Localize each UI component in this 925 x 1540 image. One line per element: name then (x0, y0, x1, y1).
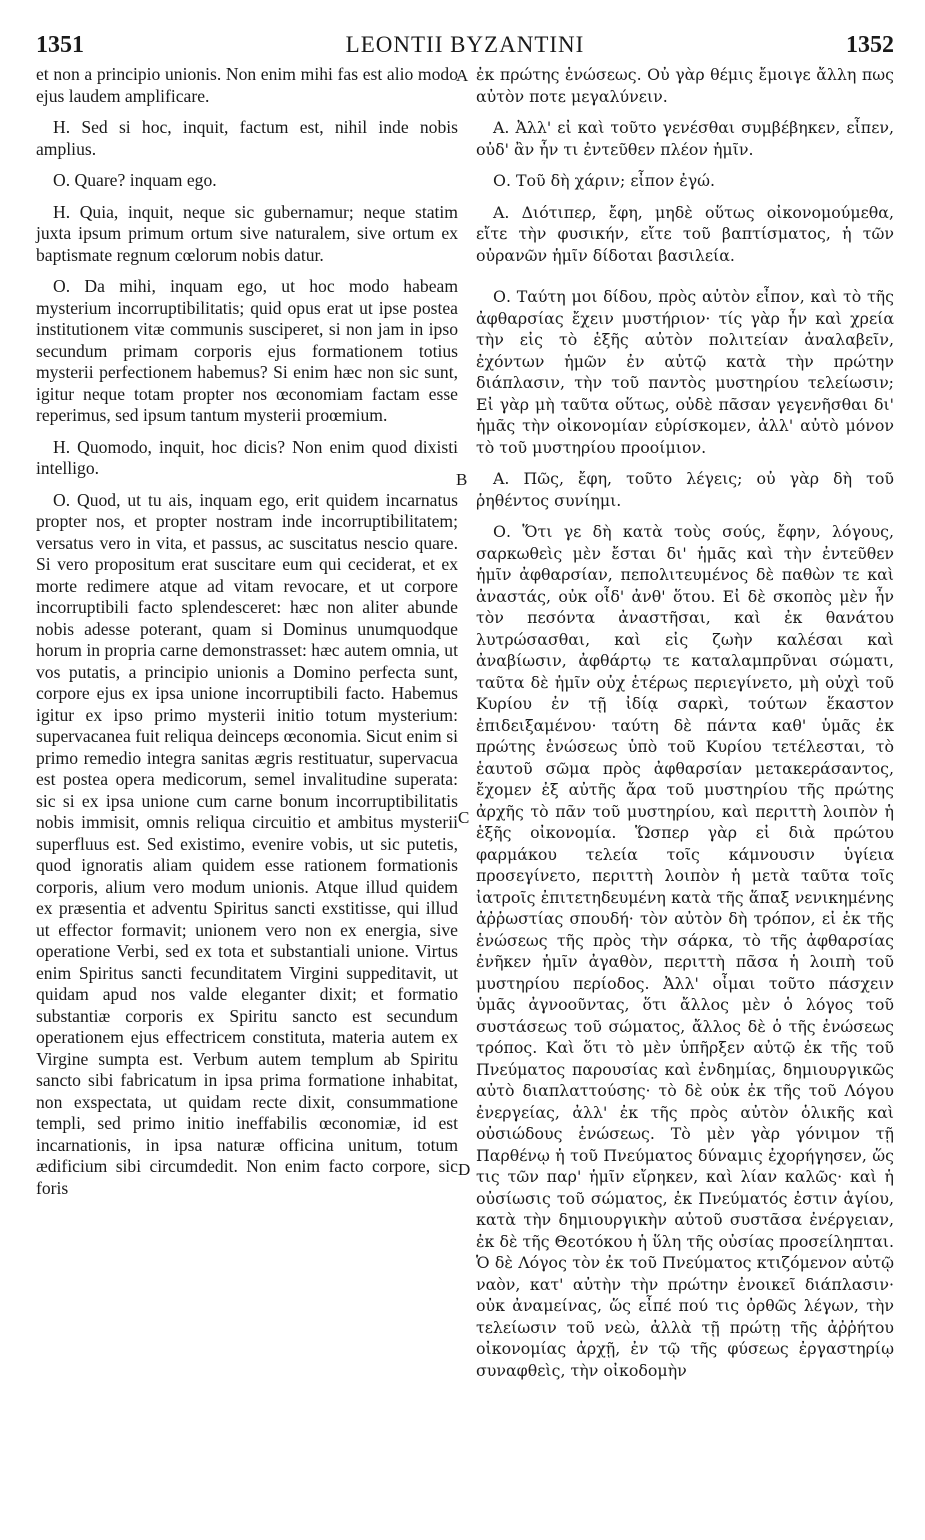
section-marker-a: A (456, 66, 469, 85)
latin-paragraph: O. Quare? inquam ego. (53, 170, 217, 190)
greek-paragraph: ἐκ πρώτης ἑνώσεως. Οὐ γὰρ θέμις ἔμοιγε ἄλλη πως αὐτὸν ποτε μεγαλύνειν. (476, 65, 894, 106)
section-marker-b: B (456, 470, 468, 489)
latin-paragraph: O. Quod, ut tu ais, inquam ego, erit quidem incarnatus propter nos, et propter nostram inde incorruptibilitatem; versatus vero in vita, et passus, ac suscitatus nescio quare. Si vero propositum erat suscitare eum qui ceciderat, et ex morte redimere atque ad vitam revocare, et ut corpore incorruptibili facto splendesceret: hæc non aliter abunde nobis adesse poterant, quam si Dominus unumquodque horum in propria carne demonstrasset: hæc autem omnia, ut vos putatis, a principio unionis a Domino perfecta sunt, corpore ejus ex ipsa unione incorruptibili facto. Habemus igitur ex ipso primo mysterii initio totum mysterium: supervacanea fuit reliqua deinceps œconomia. Sicut enim si primo remedio integra sanitas ægris restituatur, supervacua est postea opera medicorum, semel invalitudine superata: sic si ex ipsa unione cum carne bonum incorruptibilitatis nobis immisit, omnis reliqua circuitio et ambitus mysterii superfluus est. Sed existimo, evenire vobis, ut sic putetis, quod ignoratis aliam quidem esse rationem formationis corporis, alium vero modum unionis. Atque illud quidem ex præsentia et adventu Spiritus sancti exstitisse, qui illud ut effector formavit; unionem vero non ex energia, sive operatione Verbi, sed ex tota et substantiali unione. Virtus enim Spiritus sancti fecunditatem Virgini suppeditavit, ut quidam apud nos valde eleganter dixit; et formatio substantiæ corporis ex Spiritu sancto est secundum operationem ejus effectricem constituta, materia autem ex Virgine sumpta est. Verbum autem templum ab Spiritu sancto sibi fabricatum in ipsa prima formatione inhabitat, non exspectata, ut quidam recte dixit, consummatione templi, sed primo initio ineffabilis œconomiæ, id est incarnationis, in ipsa naturæ officina unitum, totum ædificium sibi circumdedit. Non enim facto corpore, sic foris (36, 489, 458, 1198)
greek-column (476, 64, 894, 1381)
latin-paragraph: O. Da mihi, inquam ego, ut hoc modo habeam mysterium incorruptibilitatis; quid opus erat ut ipse postea institutionem vitæ communis susciperet, si non jam in ipso secundum primam corporis ejus formationem totius mysterii perfectionem habemus? Si enim hæc non sic sunt, igitur neque totam propter nos œconomiam factam esse reperimus, sed ipsum tantum mysterii proœmium. (36, 276, 458, 425)
latin-column (36, 64, 458, 1199)
latin-paragraph: et non a principio unionis. Non enim mihi fas est alio modo ejus laudem amplificare. (36, 64, 458, 106)
left-column-number: 1351 (36, 32, 84, 58)
greek-paragraph: Α. Πῶς, ἔφη, τοῦτο λέγεις; οὐ γὰρ δὴ τοῦ ῥηθέντος συνίημι. (476, 469, 894, 510)
greek-paragraph: Ο. Ὅτι γε δὴ κατὰ τοὺς σούς, ἔφην, λόγους, σαρκωθεὶς μὲν ἔσται δι' ἡμᾶς καὶ τὴν ἐντεῦθεν ἡμῖν ἀφθαρσίαν, πεπολιτευμένος δὲ παθὼν τε καὶ ἀναστάς, οὐκ οἶδ' ἀνθ' ὅτου. Εἰ δὲ σκοπὸς μὲν ἦν τὸν πεσόντα ἀναστῆσαι, καὶ ἐκ θανάτου λυτρώσασθαι, καὶ εἰς ζωὴν καλέσαι καὶ ἀναβίωσιν, ἀφθάρτῳ τε καταλαμπρῦναι σώματι, ταῦτα δὲ ἡμῖν οὐχ ἑτέρως περιεγίνετο, μὴ οὐχὶ τοῦ Κυρίου ἐν τῇ ἰδίᾳ σαρκὶ, τούτων ἕκαστον ἐπιδειξαμένου· ταύτη δὲ πάντα καθ' ὑμᾶς ἐκ πρώτης ἑνώσεως ὑπὸ τοῦ Κυρίου τετέλεσται, τὸ ἑαυτοῦ σῶμα πρὸς ἀφθαρσίαν μετακεράσαντος, ἔχομεν ἐξ αὐτῆς ἄρα τοῦ μυστηρίου τῆς πρώτης ἀρχῆς τὸ πᾶν τοῦ μυστηρίου, καὶ περιττὴ λοιπὸν ἡ ἑξῆς οἰκονομία. Ὥσπερ γὰρ εἰ διὰ πρώτου φαρμάκου τελεία τοῖς κάμνουσιν ὑγίεια προσεγίνετο, περιττὴ λοιπὸν ἡ μετὰ ταῦτα τοῖς ἰατροῖς ἐπιτετηδευμένη κατὰ τῆς ἅπαξ νενικημένης ἀῤῥωστίας σπουδή· τὸν αὐτὸν δὴ τρόπον, εἰ ἐκ τῆς ἑνώσεως τῆς πρὸς τὴν σάρκα, τὸ τῆς ἀφθαρσίας ἐνῆκεν ἡμῖν ἀγαθὸν, περιττὴ πᾶσα ἡ λοιπὴ τοῦ μυστηρίου περίοδος. Ἀλλ' οἶμαι τοῦτο πάσχειν ὑμᾶς ἀγνοοῦντας, ὅτι ἄλλος μὲν ὁ λόγος τοῦ συστάσεως τοῦ σώματος, ἄλλος δὲ ὁ τῆς ἑνώσεως τρόπος. Καὶ ὅτι τὸ μὲν ὑπῆρξεν αὐτῷ ἐκ τῆς τοῦ Πνεύματος παρουσίας καὶ ἐνδημίας, δημιουργικῶς αὐτὸ διαπλαττούσης· τὸ δὲ οὐκ ἐκ τῆς τοῦ Λόγου ἐνεργείας, ἀλλ' ἐκ τῆς πρὸς αὐτὸν ὁλικῆς καὶ οὐσιώδους ἑνώσεως. Τὸ μὲν γὰρ γόνιμον τῇ Παρθένῳ ἡ τοῦ Πνεύματος δύναμις ἐχορήγησεν, ὥς τις τῶν παρ' ἡμῖν εἴρηκεν, καὶ λίαν καλῶς· καὶ ἡ οὐσίωσις τοῦ σώματος, ἐκ Πνεύματός ἐστιν ἁγίου, κατὰ τὴν δημιουργικὴν αὐτοῦ συστᾶσα ἐνέργειαν, ἐκ δὲ τῆς Θεοτόκου ἡ ὕλη τῆς οὐσίας προσείληπται. Ὁ δὲ Λόγος τὸν ἐκ τοῦ Πνεύματος κτιζόμενον αὐτῷ ναὸν, κατ' αὐτὴν τὴν πρώτην ἐνοικεῖ διάπλασιν· οὐκ ἀναμείνας, ὥς εἶπέ πού τις ὀρθῶς λέγων, τὴν τελείωσιν τοῦ νεὼ, ἀλλὰ τῇ πρώτῃ τῆς ἀῤῥήτου οἰκονομίας ἀρχῇ, ἐν τῷ τῆς φύσεως ἐργαστηρίῳ συναφθεὶς, τὴν οἰκοδομὴν (476, 522, 894, 1380)
latin-paragraph: H. Quia, inquit, neque sic gubernamur; neque statim juxta ipsum primum ortum sive naturalem, sive ortum ex baptismate regnum cœlorum nobis datur. (36, 201, 458, 265)
greek-paragraph: Ο. Ταύτη μοι δίδου, πρὸς αὐτὸν εἶπον, καὶ τὸ τῆς ἀφθαρσίας ἔχειν μυστήριον· τίς γὰρ ἦν καὶ χρεία τὴν εἰς τὸ ἑξῆς αὐτὸν πολιτείαν ἀναλαβεῖν, ἐχόντων ἡμῶν ἐν αὐτῷ κατὰ τὴν πρώτην διάπλασιν, τὴν τοῦ παντὸς μυστηρίου τελείωσιν; Εἰ γὰρ μὴ ταῦτα οὕτως, οὐδὲ πᾶσαν γεγενῆσθαι δι' ἡμᾶς τὴν οἰκονομίαν εὑρίσκομεν, ἀλλ' αὐτὸ μόνον τὸ τοῦ μυστηρίου προοίμιον. (476, 287, 894, 457)
running-title: LEONTII BYZANTINI (345, 32, 585, 57)
latin-paragraph: H. Quomodo, inquit, hoc dicis? Non enim quod dixisti intelligo. (36, 436, 458, 478)
greek-paragraph: Α. Ἀλλ' εἰ καὶ τοῦτο γενέσθαι συμβέβηκεν, εἶπεν, οὐδ' ἂν ἦν τι ἐντεῦθεν πλέον ἡμῖν. (476, 118, 894, 159)
right-column-number: 1352 (846, 32, 894, 58)
greek-paragraph: Α. Διότιπερ, ἔφη, μηδὲ οὕτως οἰκονομούμεθα, εἴτε τὴν φυσικήν, εἴτε τοῦ βαπτίσματος, ἡ τῶν οὐρανῶν ἡμῖν δίδοται βασιλεία. (476, 202, 894, 265)
latin-paragraph: H. Sed si hoc, inquit, factum est, nihil inde nobis amplius. (36, 117, 458, 159)
page-header (36, 32, 894, 62)
section-marker-c: C (458, 808, 470, 827)
greek-paragraph: Ο. Τοῦ δὴ χάριν; εἶπον ἐγώ. (493, 171, 716, 190)
section-marker-d: D (458, 1160, 471, 1179)
